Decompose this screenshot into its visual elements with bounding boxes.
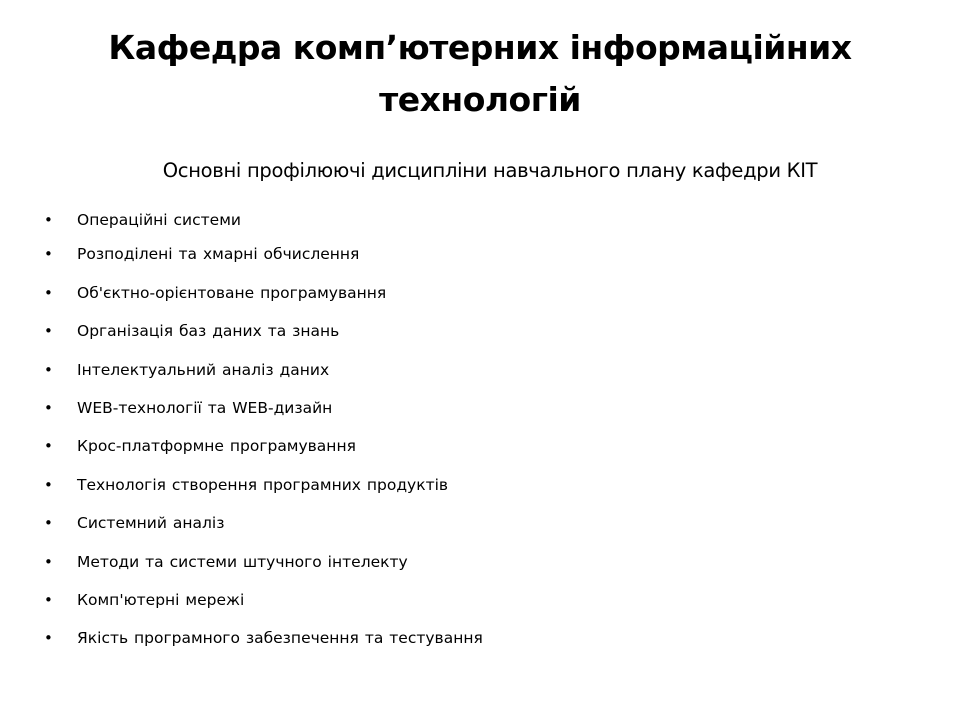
bullet-icon: •	[44, 553, 53, 571]
list-item	[44, 357, 924, 383]
bullet-icon: •	[44, 284, 53, 302]
list-item-text: Розподілені та хмарні обчислення	[77, 245, 360, 263]
bullet-icon: •	[44, 514, 53, 532]
list-item	[44, 510, 924, 536]
list-item-text: Методи та системи штучного інтелекту	[77, 553, 408, 571]
bullet-icon: •	[44, 322, 53, 340]
list-item-text: Об'єктно-орієнтоване програмування	[77, 284, 387, 302]
list-item-text: Крос-платформне програмування	[77, 437, 356, 455]
bullet-icon: •	[44, 399, 53, 417]
list-item	[44, 395, 924, 421]
list-item-text: Інтелектуальний аналіз даних	[77, 361, 330, 379]
list-item-text: Комп'ютерні мережі	[77, 591, 245, 609]
list-item-text: Організація баз даних та знань	[77, 322, 340, 340]
slide-title-line-2: технологій	[379, 80, 581, 119]
list-item	[44, 318, 924, 344]
list-item-text: Системний аналіз	[77, 514, 225, 532]
bullet-icon: •	[44, 245, 53, 263]
list-item	[44, 433, 924, 459]
list-item	[44, 587, 924, 613]
bullet-icon: •	[44, 476, 53, 494]
list-item	[44, 549, 924, 575]
list-item	[44, 625, 924, 651]
bullet-icon: •	[44, 629, 53, 647]
list-item-text: Якість програмного забезпечення та тестування	[77, 629, 483, 647]
list-item-text: WEB-технології та WEB-дизайн	[77, 399, 333, 417]
slide-subtitle: Основні профілюючі дисципліни навчального плану кафедри КІТ	[162, 159, 818, 182]
slide-title-line-1: Кафедра комп’ютерних інформаційних	[108, 28, 852, 67]
slide-title	[60, 22, 900, 126]
list-item	[44, 207, 924, 233]
list-item	[44, 241, 924, 267]
bullet-icon: •	[44, 437, 53, 455]
list-item	[44, 280, 924, 306]
list-item-text: Технологія створення програмних продуктів	[77, 476, 449, 494]
list-item	[44, 472, 924, 498]
bullet-icon: •	[44, 211, 53, 229]
list-item-text: Операційні системи	[77, 211, 241, 229]
bullet-icon: •	[44, 361, 53, 379]
bullet-icon: •	[44, 591, 53, 609]
